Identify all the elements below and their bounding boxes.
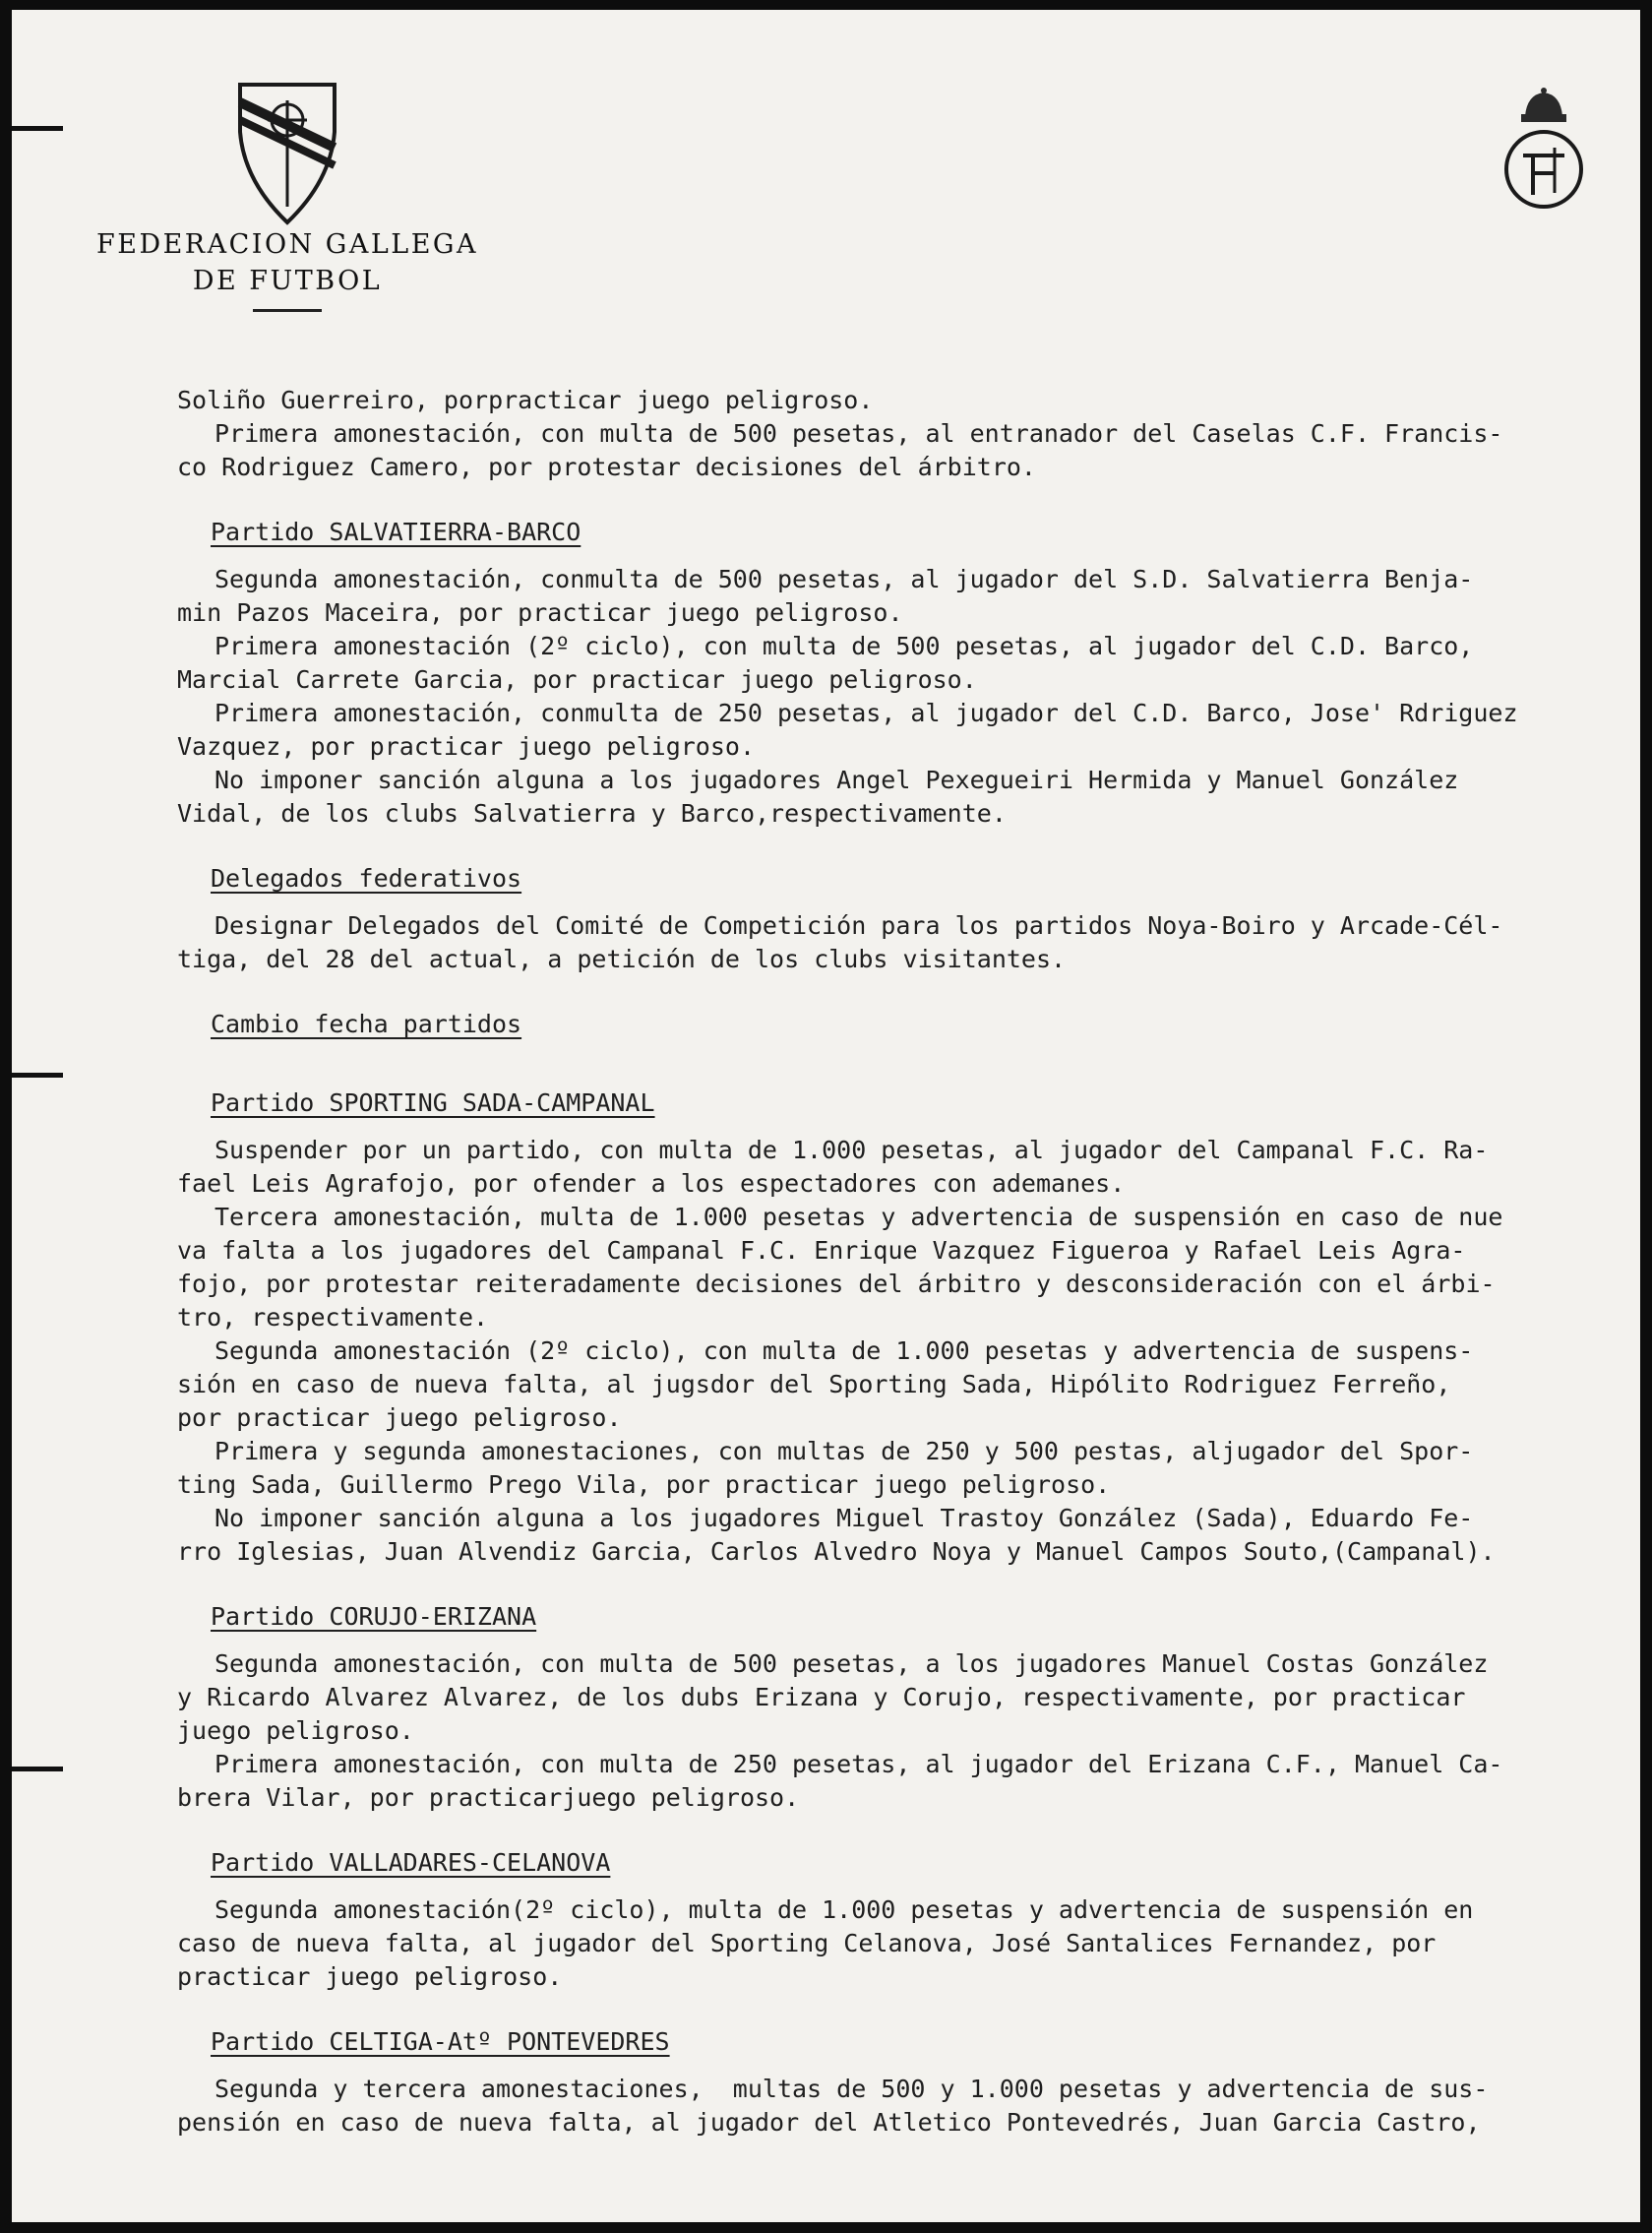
section-heading: Partido SALVATIERRA-BARCO <box>211 518 581 546</box>
text-line: No imponer sanción alguna a los jugadores Angel Pexegueiri Hermida y Manuel González <box>214 766 1459 794</box>
text-line: tiga, del 28 del actual, a petición de los clubs visitantes. <box>177 945 1067 973</box>
section-heading: Partido SPORTING SADA-CAMPANAL <box>211 1088 655 1117</box>
text-line: caso de nueva falta, al jugador del Sporting Celanova, José Santalices Fernandez, por <box>177 1929 1437 1957</box>
section-heading: Partido CORUJO-ERIZANA <box>211 1602 537 1631</box>
text-line: Primera amonestación (2º ciclo), con multa de 500 pesetas, al jugador del C.D. Barco, <box>214 632 1474 660</box>
text-line: practicar juego peligroso. <box>177 1962 563 1991</box>
text-line: Primera amonestación, con multa de 250 pesetas, al jugador del Erizana C.F., Manuel Ca- <box>214 1750 1503 1778</box>
text-line: Vidal, de los clubs Salvatierra y Barco,respectivamente. <box>177 799 1007 828</box>
text-line: y Ricardo Alvarez Alvarez, de los dubs Erizana y Corujo, respectivamente, por practicar <box>177 1683 1466 1711</box>
text-line: co Rodriguez Camero, por protestar decisiones del árbitro. <box>177 453 1036 481</box>
text-line: Segunda y tercera amonestaciones, multas de 500 y 1.000 pesetas y advertencia de sus- <box>214 2075 1489 2103</box>
text-line: juego peligroso. <box>177 1716 414 1745</box>
text-line: sión en caso de nueva falta, al jugsdor del Sporting Sada, Hipólito Rodriguez Ferreño, <box>177 1370 1451 1398</box>
text-line: Vazquez, por practicar juego peligroso. <box>177 732 755 761</box>
federation-name-line2: DE FUTBOL <box>192 266 383 296</box>
section-gap <box>177 1994 1640 2012</box>
section-heading: Partido CELTIGA-Atº PONTEVEDRES <box>211 2027 670 2056</box>
section-gap <box>177 1055 1640 1073</box>
section-heading: Partido VALLADARES-CELANOVA <box>211 1848 611 1877</box>
text-line: pensión en caso de nueva falta, al jugador del Atletico Pontevedrés, Juan Garcia Castro, <box>177 2108 1481 2137</box>
punch-hole-mark <box>12 1767 63 1771</box>
section-gap <box>177 1569 1640 1586</box>
federation-name-line1: FEDERACION GALLEGA <box>96 229 478 260</box>
text-line: Soliño Guerreiro, porpracticar juego peligroso. <box>177 386 874 414</box>
text-line: Primera y segunda amonestaciones, con multas de 250 y 500 pestas, aljugador del Spor- <box>214 1437 1474 1465</box>
text-line: Marcial Carrete Garcia, por practicar juego peligroso. <box>177 665 977 694</box>
document-page <box>12 10 1640 2222</box>
section-heading: Cambio fecha partidos <box>211 1010 522 1038</box>
text-line: Primera amonestación, con multa de 500 pesetas, al entranador del Caselas C.F. Francis- <box>214 419 1503 448</box>
shield-emblem-icon <box>228 79 346 226</box>
text-line: Segunda amonestación(2º ciclo), multa de 1.000 pesetas y advertencia de suspensión en <box>214 1895 1474 1924</box>
text-line: va falta a los jugadores del Campanal F.C. Enrique Vazquez Figueroa y Rafael Leis Agra- <box>177 1236 1466 1265</box>
letterhead <box>81 79 494 312</box>
text-line: tro, respectivamente. <box>177 1303 489 1332</box>
text-line: Segunda amonestación, conmulta de 500 pesetas, al jugador del S.D. Salvatierra Benja- <box>214 565 1474 593</box>
punch-hole-mark <box>12 126 63 131</box>
text-line: Segunda amonestación, con multa de 500 pesetas, a los jugadores Manuel Costas González <box>214 1649 1489 1678</box>
punch-hole-mark <box>12 1073 63 1078</box>
text-line: Suspender por un partido, con multa de 1.000 pesetas, al jugador del Campanal F.C. Ra- <box>214 1136 1489 1164</box>
text-line: No imponer sanción alguna a los jugadores Miguel Trastoy González (Sada), Eduardo Fe- <box>214 1504 1474 1532</box>
text-line: min Pazos Maceira, por practicar juego peligroso. <box>177 598 903 627</box>
text-line: fojo, por protestar reiteradamente decisiones del árbitro y desconsideración con el árbi- <box>177 1270 1496 1298</box>
text-line: Segunda amonestación (2º ciclo), con multa de 1.000 pesetas y advertencia de suspens- <box>214 1336 1474 1365</box>
section-gap <box>177 1815 1640 1832</box>
text-line: Primera amonestación, conmulta de 250 pesetas, al jugador del C.D. Barco, Jose' Rdriguez <box>214 699 1518 727</box>
text-line: Tercera amonestación, multa de 1.000 pesetas y advertencia de suspensión en caso de nue <box>214 1203 1503 1231</box>
text-line: fael Leis Agrafojo, por ofender a los espectadores con ademanes. <box>177 1169 1126 1198</box>
resolution-text <box>177 384 1640 2140</box>
text-line: brera Vilar, por practicarjuego peligroso. <box>177 1783 800 1812</box>
section-gap <box>177 484 1640 502</box>
crowned-rfef-emblem-icon <box>1498 87 1591 215</box>
letterhead-divider <box>253 309 322 312</box>
text-line: Designar Delegados del Comité de Competición para los partidos Noya-Boiro y Arcade-Cél- <box>214 911 1503 940</box>
section-gap <box>177 831 1640 848</box>
text-line: por practicar juego peligroso. <box>177 1403 622 1432</box>
section-gap <box>177 976 1640 994</box>
text-line: ting Sada, Guillermo Prego Vila, por practicar juego peligroso. <box>177 1470 1111 1499</box>
section-heading: Delegados federativos <box>211 864 522 893</box>
text-line: rro Iglesias, Juan Alvendiz Garcia, Carlos Alvedro Noya y Manuel Campos Souto,(Campanal). <box>177 1537 1496 1566</box>
